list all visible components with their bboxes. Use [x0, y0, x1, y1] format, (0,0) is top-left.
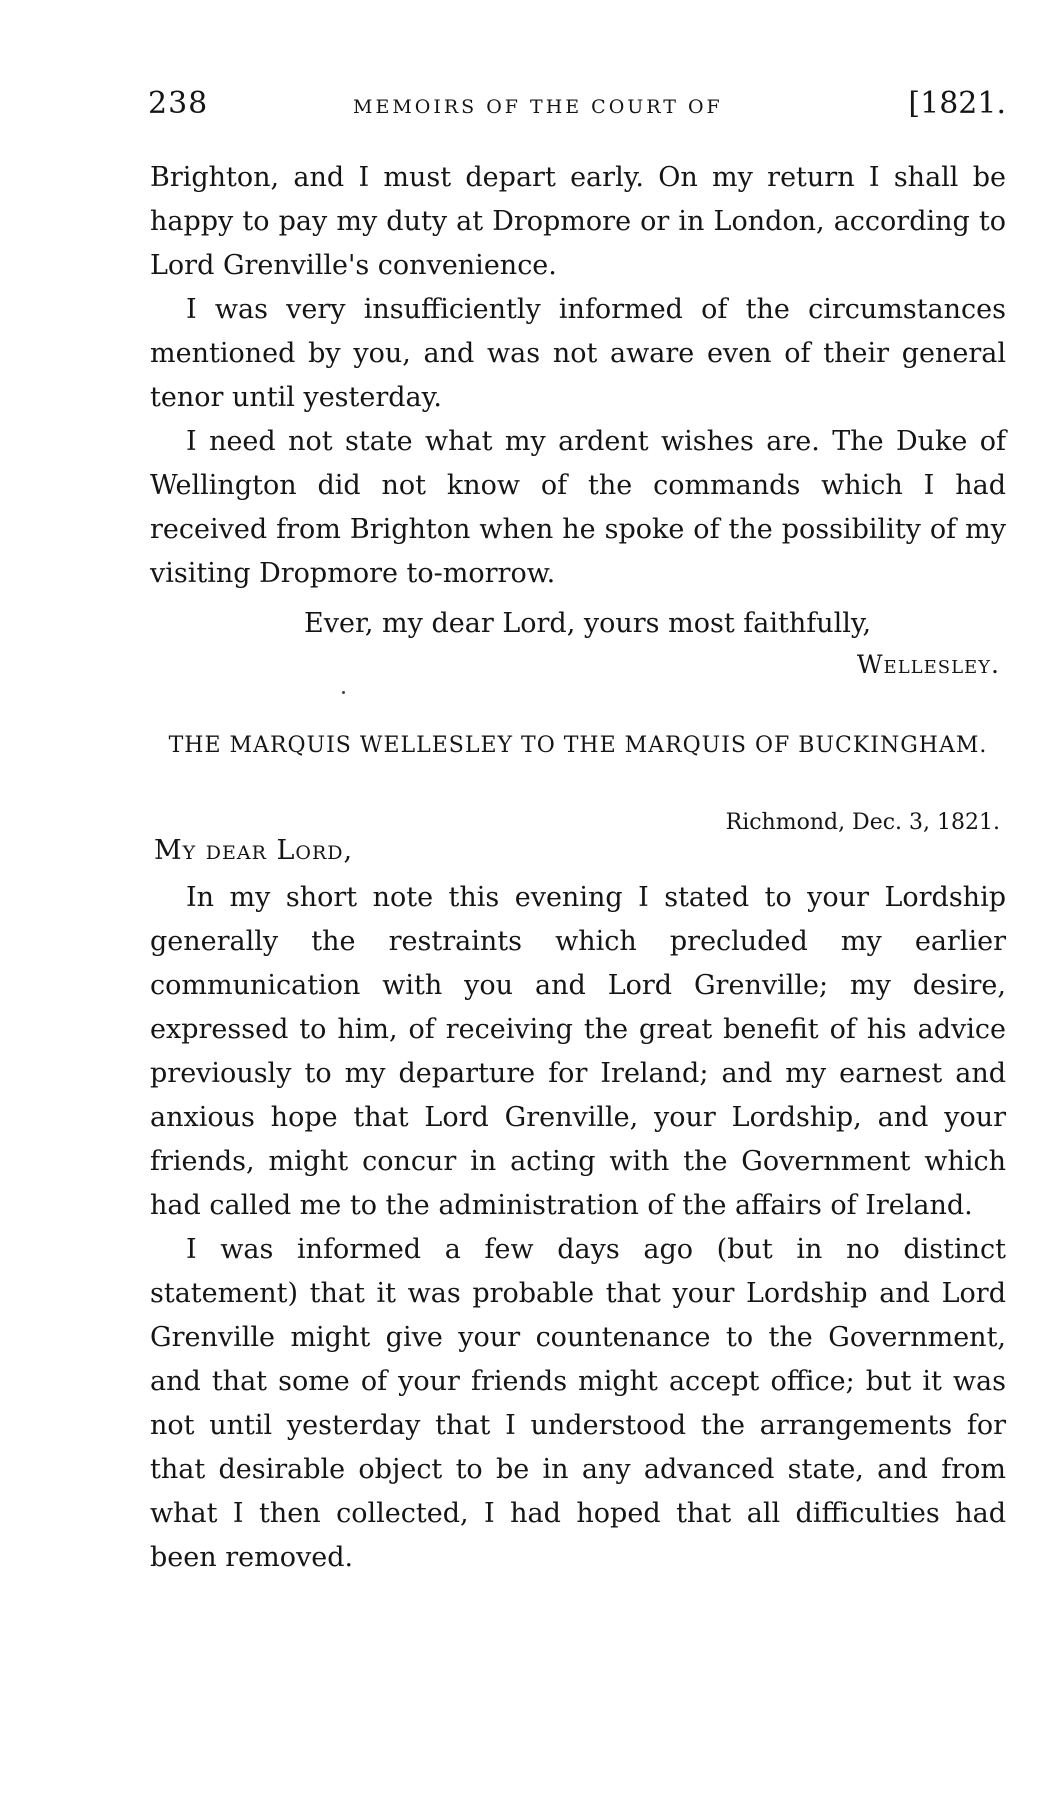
letter-two-body	[150, 876, 1006, 1580]
page-header	[148, 86, 1006, 134]
print-speck	[342, 691, 345, 694]
letter-two-paragraph: In my short note this evening I stated to your Lordship generally the restraints which precluded my earlier communication with you and Lord Grenville; my desire, expressed to him, of receiving the great benefit of his advice previously to my departure for Ireland; and my earnest and anxious hope that Lord Grenville, your Lordship, and your friends, might concur in acting with the Government which had called me to the administration of the affairs of Ireland.	[150, 882, 1006, 1221]
letter-one-closing: Ever, my dear Lord, yours most faithfully,	[304, 608, 872, 639]
letter-two-paragraph: I was informed a few days ago (but in no distinct statement) that it was probable that your Lordship and Lord Grenville might give your countenance to the Government, and that some of your friends might accept office; but it was not until yesterday that I understood the arrangements for that desirable object to be in any advanced state, and from what I then collected, I had hoped that all difficulties had been removed.	[150, 1234, 1006, 1573]
letter-two-dateline: Richmond, Dec. 3, 1821.	[725, 810, 1000, 835]
letter-two-heading: THE MARQUIS WELLESLEY TO THE MARQUIS OF BUCKINGHAM.	[168, 733, 988, 758]
page-number: 238	[148, 86, 209, 121]
header-year: [1821.	[908, 86, 1006, 121]
letter-one-paragraph: I need not state what my ardent wishes are. The Duke of Wellington did not know of the commands which I had received from Brighton when he spoke of the possibility of my visiting Dropmore to-morrow.	[150, 426, 1006, 589]
running-title: MEMOIRS OF THE COURT OF	[353, 96, 723, 118]
letter-one-paragraph: Brighton, and I must depart early. On my return I shall be happy to pay my duty at Dropmore or in London, according to Lord Grenville's convenience.	[150, 162, 1006, 281]
letter-one-body	[150, 156, 1006, 596]
letter-one-paragraph: I was very insufficiently informed of the circumstances mentioned by you, and was not aware even of their general tenor until yesterday.	[150, 294, 1006, 413]
letter-one-signature: Wellesley.	[856, 650, 1000, 679]
letter-two-salutation: My dear Lord,	[154, 835, 354, 866]
